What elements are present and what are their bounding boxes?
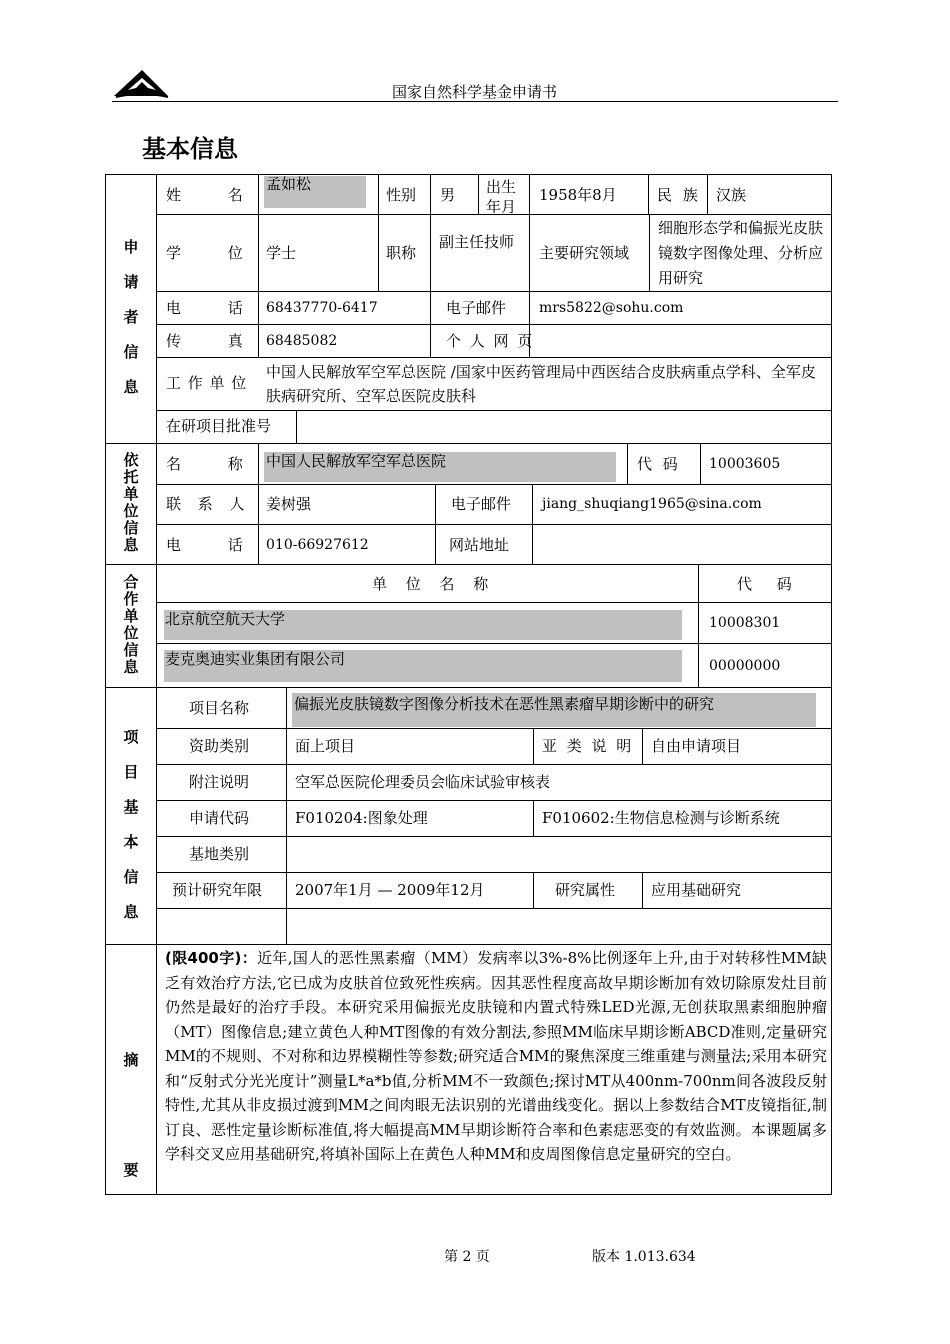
- applicant-name: 孟如松: [266, 175, 312, 193]
- note-value: 空军总医院伦理委员会临床试验审核表: [295, 773, 551, 791]
- attr-label: 研究属性: [555, 881, 616, 899]
- host-code: 10003605: [709, 456, 781, 472]
- email-label: 电子邮件: [446, 299, 507, 317]
- apply-code-1: F010204:图象处理: [295, 809, 428, 827]
- host-email: jiang_shuqiang1965@sina.com: [542, 496, 762, 512]
- partner-name-1: 北京航空航天大学: [165, 610, 286, 628]
- ethnic-label: 民 族: [657, 186, 698, 204]
- version: 版本 1.013.634: [592, 1249, 696, 1265]
- degree-label: 学 位: [166, 244, 243, 262]
- gender-value: 男: [440, 186, 456, 204]
- host-name: 中国人民解放军空军总医院: [266, 452, 447, 470]
- abstract-text: 近年,国人的恶性黑素瘤（MM）发病率以3%-8%比例逐年上升,由于对转移性MM缺乏有效治疗方法,它已成为皮肤首位致死性疾病。因其恶性程度高故早期诊断加有效切除原发灶目前仍然是最好的治疗手段。本研究采用偏振光皮肤镜和内置式特殊LED光源,无创获取黑素细胞肿瘤（MT）图像信息;建立黄色人种MT图像的有效分割法,参照MM临床早期诊断ABCD准则,定量研究MM的不规则、不对称和边界模糊性等参数;研究适合MM的聚焦深度三维重建与测量法;采用本研究和“反射式分光光度计”测量L*a*b值,分析MM不一致颜色;探讨MT从400nm-700nm间各波段反射特性,尤其从非皮损过渡到MM之间肉眼无法识别的光谱曲线变化。据以上参数结合MT皮镜指征,制订良、恶性定量诊断标准值,将大幅提高MM早期诊断符合率和色素痣恶变的有效监测。本课题属多学科交叉应用基础研究,将填补国际上在黄色人种MM和皮周图像信息定量研究的空白。: [165, 949, 827, 1163]
- base-label: 基地类别: [189, 845, 250, 863]
- work-unit-label: 工 作 单 位: [166, 374, 247, 392]
- contact-label: 联 系 人: [166, 495, 245, 513]
- apply-code-label: 申请代码: [189, 809, 250, 827]
- apply-code-2: F010602:生物信息检测与诊断系统: [542, 809, 780, 827]
- project-name: 偏振光皮肤镜数字图像分析技术在恶性黑素瘤早期诊断中的研究: [294, 695, 715, 713]
- ethnic-value: 汉族: [716, 186, 747, 204]
- phone-label: 电 话: [166, 299, 243, 317]
- birth-value: 1958年8月: [539, 186, 617, 204]
- phone-value: 68437770-6417: [266, 300, 378, 316]
- partners-col-name: 单 位 名 称: [372, 575, 489, 593]
- funding-label: 资助类别: [189, 737, 250, 755]
- header-rule: [112, 101, 838, 102]
- title-value: 副主任技师: [439, 233, 515, 251]
- project-name-label: 项目名称: [189, 699, 250, 717]
- host-phone: 010-66927612: [266, 537, 369, 553]
- note-label: 附注说明: [189, 773, 250, 791]
- project-section-label: 项目基本信息: [123, 728, 139, 921]
- host-name-label: 名 称: [166, 455, 243, 473]
- subclass-label: 亚 类 说 明: [542, 737, 632, 755]
- web-label: 网站地址: [449, 536, 510, 554]
- abstract-section-label: 摘要: [123, 1051, 139, 1179]
- fax-label: 传 真: [166, 332, 243, 350]
- subclass-value: 自由申请项目: [651, 737, 742, 755]
- partner-name-2: 麦克奥迪实业集团有限公司: [165, 650, 346, 668]
- partner-code-1: 10008301: [709, 615, 781, 631]
- abstract-body: [165, 946, 827, 1167]
- birth-label: 出生年月: [486, 178, 517, 213]
- work-unit-value: 中国人民解放军空军总医院 /国家中医药管理局中西医结合皮肤病重点学科、全军皮肤病研究所、空军总医院皮肤科: [266, 363, 816, 405]
- host-section-label: 依托单位信息: [123, 451, 139, 554]
- partners-section-label: 合作单位信息: [123, 573, 139, 676]
- fax-value: 68485082: [266, 333, 338, 349]
- nsfc-logo: [112, 66, 170, 100]
- project-no-label: 在研项目批准号: [166, 417, 272, 435]
- partner-code-2: 00000000: [709, 658, 781, 674]
- attr-value: 应用基础研究: [651, 881, 742, 899]
- title-label: 职称: [386, 244, 417, 262]
- abstract-limit: (限400字)：: [165, 949, 258, 967]
- gender-label: 性别: [386, 186, 417, 204]
- period-label: 预计研究年限: [172, 881, 263, 899]
- section-title: 基本信息: [142, 135, 238, 163]
- funding-value: 面上项目: [295, 737, 356, 755]
- partners-col-code: 代 码: [737, 575, 792, 593]
- applicant-section-label: 申请者信息: [123, 238, 139, 396]
- period-value: 2007年1月 — 2009年12月: [295, 881, 485, 899]
- contact-value: 姜树强: [266, 495, 312, 513]
- email-value: mrs5822@sohu.com: [539, 300, 684, 316]
- host-code-label: 代 码: [637, 455, 678, 473]
- field-label: 主要研究领域: [539, 244, 630, 262]
- name-label: 姓 名: [166, 186, 243, 204]
- header-title: 国家自然科学基金申请书: [392, 83, 558, 101]
- degree-value: 学士: [266, 244, 297, 262]
- homepage-label: 个 人 网 页: [446, 332, 533, 350]
- field-value: 细胞形态学和偏振光皮肤镜数字图像处理、分析应用研究: [658, 219, 824, 287]
- host-email-label: 电子邮件: [451, 495, 512, 513]
- page-number: 第 2 页: [444, 1249, 490, 1265]
- host-phone-label: 电 话: [166, 536, 243, 554]
